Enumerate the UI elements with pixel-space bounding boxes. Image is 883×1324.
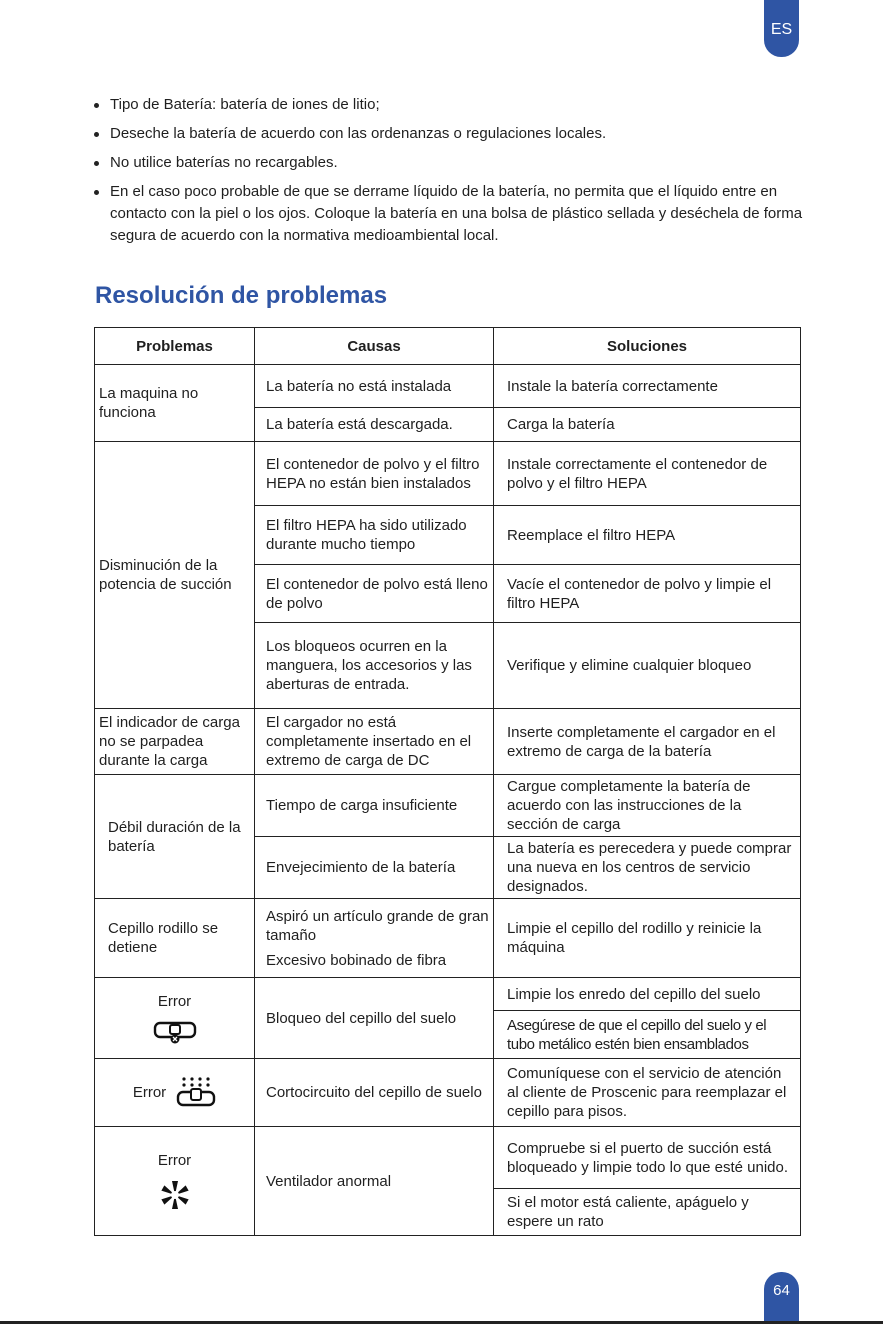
language-tab: ES — [764, 0, 799, 57]
cause-cell: Bloqueo del cepillo del suelo — [255, 978, 494, 1059]
table-row — [95, 365, 801, 408]
error-cell — [95, 978, 255, 1059]
error-cell — [95, 1127, 255, 1236]
cause-cell: Los bloqueos ocurren en la manguera, los accesorios y las aberturas de entrada. — [255, 623, 494, 709]
fan-icon — [158, 1178, 192, 1212]
list-item: No utilice baterías no recargables. — [94, 152, 804, 174]
problem-cell: Disminución de la potencia de succión — [95, 442, 255, 709]
section-title: Resolución de problemas — [95, 282, 388, 309]
solution-cell: Carga la batería — [494, 408, 801, 442]
cause-cell: La batería no está instalada — [255, 365, 494, 408]
solution-cell: Verifique y elimine cualquier bloqueo — [494, 623, 801, 709]
error-label: Error — [157, 1151, 192, 1169]
solution-cell: Compruebe si el puerto de succión está bloqueado y limpie todo lo que esté unido. — [494, 1127, 801, 1189]
table-header-row — [95, 328, 801, 365]
solution-cell: Comuníquese con el servicio de atención al cliente de Proscenic para reemplazar el cepillo para pisos. — [494, 1059, 801, 1127]
troubleshooting-table — [94, 327, 801, 1236]
table-row — [95, 1059, 801, 1127]
solution-cell: La batería es perecedera y puede comprar una nueva en los centros de servicio designados. — [494, 837, 801, 899]
cause-cell: El contenedor de polvo y el filtro HEPA no están bien instalados — [255, 442, 494, 506]
solution-cell: Limpie el cepillo del rodillo y reinicie la máquina — [494, 899, 801, 978]
page-number: 64 — [764, 1272, 799, 1324]
floor-brush-short-circuit-icon — [176, 1076, 216, 1110]
table-row — [95, 709, 801, 775]
error-label: Error — [157, 992, 192, 1010]
table-row — [95, 775, 801, 837]
solution-cell: Asegúrese de que el cepillo del suelo y el tubo metálico estén bien ensamblados — [494, 1011, 801, 1059]
cause-cell: La batería está descargada. — [255, 408, 494, 442]
problem-cell: El indicador de carga no se parpadea durante la carga — [95, 709, 255, 775]
cause-cell: El contenedor de polvo está lleno de polvo — [255, 565, 494, 623]
cause-cell: Envejecimiento de la batería — [255, 837, 494, 899]
table-row — [95, 1127, 801, 1189]
cause-cell — [255, 899, 494, 978]
list-item: En el caso poco probable de que se derrame líquido de la batería, no permita que el líquido entre en contacto con la piel o los ojos. Coloque la batería en una bolsa de plástico sellada y deséchela de forma segura de acuerdo con la normativa medioambiental local. — [94, 181, 804, 247]
battery-notes-list — [94, 94, 804, 254]
solution-cell: Limpie los enredo del cepillo del suelo — [494, 978, 801, 1011]
problem-cell: Débil duración de la batería — [95, 775, 255, 899]
header-problems: Problemas — [95, 328, 255, 365]
cause-cell: Tiempo de carga insuficiente — [255, 775, 494, 837]
solution-cell: Instale correctamente el contenedor de polvo y el filtro HEPA — [494, 442, 801, 506]
problem-cell: Cepillo rodillo se detiene — [95, 899, 255, 978]
table-row — [95, 978, 801, 1011]
table-row — [95, 442, 801, 506]
cause-line: Excesivo bobinado de fibra — [266, 951, 447, 969]
error-cell — [95, 1059, 255, 1127]
solution-cell: Vacíe el contenedor de polvo y limpie el filtro HEPA — [494, 565, 801, 623]
cause-cell: Ventilador anormal — [255, 1127, 494, 1236]
solution-cell: Si el motor está caliente, apáguelo y espere un rato — [494, 1189, 801, 1236]
solution-cell: Instale la batería correctamente — [494, 365, 801, 408]
cause-line: Aspiró un artículo grande de gran tamaño — [266, 907, 489, 944]
header-solutions: Soluciones — [494, 328, 801, 365]
problem-cell: La maquina no funciona — [95, 365, 255, 442]
list-item: Tipo de Batería: batería de iones de litio; — [94, 94, 804, 116]
header-causes: Causas — [255, 328, 494, 365]
solution-cell: Inserte completamente el cargador en el extremo de carga de la batería — [494, 709, 801, 775]
table-row — [95, 899, 801, 978]
error-label: Error — [132, 1084, 167, 1101]
list-item: Deseche la batería de acuerdo con las ordenanzas o regulaciones locales. — [94, 123, 804, 145]
solution-cell: Reemplace el filtro HEPA — [494, 506, 801, 565]
cause-cell: El filtro HEPA ha sido utilizado durante mucho tiempo — [255, 506, 494, 565]
floor-brush-blocked-icon — [153, 1019, 197, 1045]
cause-cell: Cortocircuito del cepillo de suelo — [255, 1059, 494, 1127]
cause-cell: El cargador no está completamente insertado en el extremo de carga de DC — [255, 709, 494, 775]
solution-cell: Cargue completamente la batería de acuerdo con las instrucciones de la sección de carga — [494, 775, 801, 837]
